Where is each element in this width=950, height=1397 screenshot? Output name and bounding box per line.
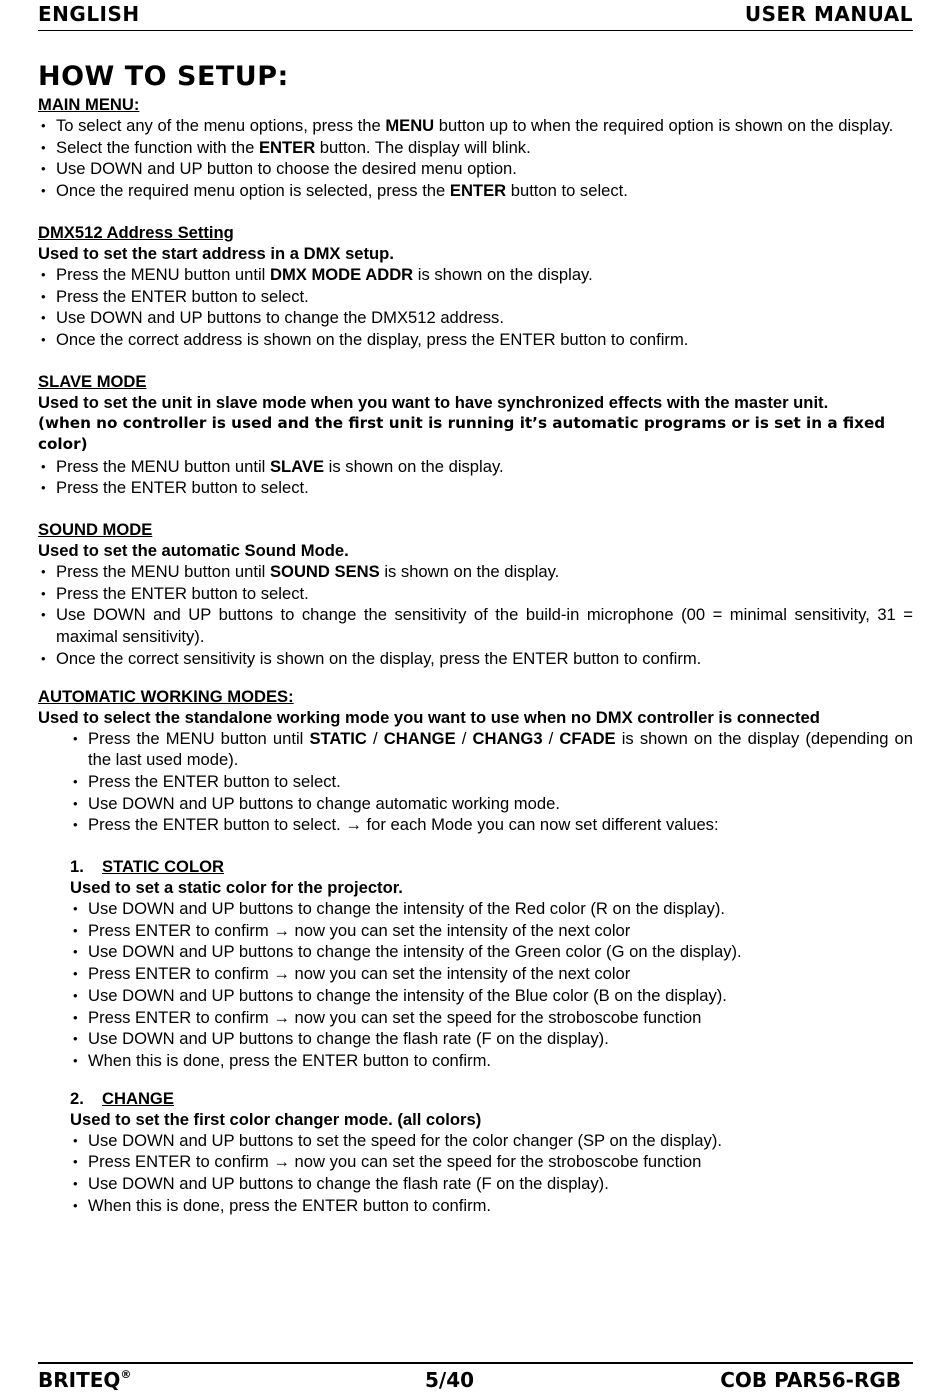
slave-description: Used to set the unit in slave mode when you want to have synchronized effects with the master unit.: [38, 392, 829, 412]
list-item: • Press the ENTER button to select. → for each Mode you can now set different values:: [70, 814, 913, 836]
list-item: • When this is done, press the ENTER button to confirm.: [70, 1050, 913, 1072]
list-item: • Press the MENU button until STATIC / CHANGE / CHANG3 / CFADE is shown on the display (depending on the last used mode).: [70, 728, 913, 771]
list-item: • Select the function with the ENTER button. The display will blink.: [38, 137, 913, 159]
slave-heading: SLAVE MODE: [38, 371, 147, 391]
page-number: 5/40: [425, 1368, 475, 1392]
sound-list: [38, 561, 913, 670]
dmx-heading: DMX512 Address Setting: [38, 222, 234, 242]
list-item: • Use DOWN and UP buttons to change the flash rate (F on the display).: [70, 1028, 913, 1050]
change-heading: 2. CHANGE: [70, 1088, 174, 1108]
sound-heading: SOUND MODE: [38, 520, 153, 540]
main-menu-heading: MAIN MENU:: [38, 95, 140, 114]
static-color-list: [70, 898, 913, 1072]
page-footer: [38, 1362, 913, 1394]
sound-description: Used to set the automatic Sound Mode.: [38, 541, 349, 561]
change-list: [70, 1130, 913, 1217]
list-item: • Press the ENTER button to select.: [38, 477, 913, 499]
auto-list: [70, 728, 913, 837]
list-item: • Press ENTER to confirm → now you can set the intensity of the next color: [70, 920, 913, 942]
slave-list: [38, 456, 913, 499]
list-item: • When this is done, press the ENTER button to confirm.: [70, 1195, 913, 1217]
page-header: [38, 2, 913, 31]
list-item: • Press the ENTER button to select.: [38, 286, 913, 308]
list-item: • Use DOWN and UP button to choose the desired menu option.: [38, 158, 913, 180]
list-item: • To select any of the menu options, press the MENU button up to when the required option is shown on the display.: [38, 115, 913, 137]
list-item: • Use DOWN and UP buttons to change the intensity of the Green color (G on the display).: [70, 941, 913, 963]
main-menu-list: [38, 115, 913, 202]
page-title: HOW TO SETUP:: [38, 61, 289, 92]
list-item: • Press ENTER to confirm → now you can set the speed for the stroboscobe function: [70, 1007, 913, 1029]
header-language: ENGLISH: [38, 2, 140, 26]
list-item: • Use DOWN and UP buttons to change the DMX512 address.: [38, 307, 913, 329]
list-item: • Once the correct address is shown on the display, press the ENTER button to confirm.: [38, 329, 913, 351]
list-item: • Use DOWN and UP buttons to set the speed for the color changer (SP on the display).: [70, 1130, 913, 1152]
manual-content: [38, 60, 913, 1217]
slave-note: (when no controller is used and the first unit is running it’s automatic programs or is set in a fixed color): [38, 413, 886, 454]
list-item: • Use DOWN and UP buttons to change the intensity of the Red color (R on the display).: [70, 898, 913, 920]
list-item: • Press the MENU button until DMX MODE ADDR is shown on the display.: [38, 264, 913, 286]
list-item: • Press the ENTER button to select.: [70, 771, 913, 793]
list-item: • Once the correct sensitivity is shown on the display, press the ENTER button to confirm.: [38, 648, 913, 670]
change-description: Used to set the first color changer mode. (all colors): [70, 1109, 482, 1129]
footer-brand: BRITEQ®: [38, 1368, 132, 1392]
list-item: • Press the ENTER button to select.: [38, 583, 913, 605]
dmx-description: Used to set the start address in a DMX setup.: [38, 243, 394, 263]
list-item: • Press ENTER to confirm → now you can set the intensity of the next color: [70, 963, 913, 985]
list-item: • Use DOWN and UP buttons to change automatic working mode.: [70, 793, 913, 815]
list-item: • Use DOWN and UP buttons to change the intensity of the Blue color (B on the display).: [70, 985, 913, 1007]
list-item: • Press ENTER to confirm → now you can set the speed for the stroboscobe function: [70, 1151, 913, 1173]
list-item: • Use DOWN and UP buttons to change the flash rate (F on the display).: [70, 1173, 913, 1195]
dmx-list: [38, 264, 913, 351]
header-doc-type: USER MANUAL: [744, 2, 913, 26]
list-item: • Once the required menu option is selected, press the ENTER button to select.: [38, 180, 913, 202]
list-item: • Use DOWN and UP buttons to change the sensitivity of the build-in microphone (00 = minimal sensitivity, 31 = maximal sensitivity).: [38, 604, 913, 647]
static-color-description: Used to set a static color for the projector.: [70, 878, 403, 898]
auto-heading: AUTOMATIC WORKING MODES:: [38, 686, 294, 706]
footer-model: COB PAR56-RGB: [720, 1368, 901, 1392]
auto-description: Used to select the standalone working mode you want to use when no DMX controller is connected: [38, 707, 820, 727]
list-item: • Press the MENU button until SLAVE is shown on the display.: [38, 456, 913, 478]
list-item: • Press the MENU button until SOUND SENS is shown on the display.: [38, 561, 913, 583]
static-color-heading: 1. STATIC COLOR: [70, 857, 224, 877]
